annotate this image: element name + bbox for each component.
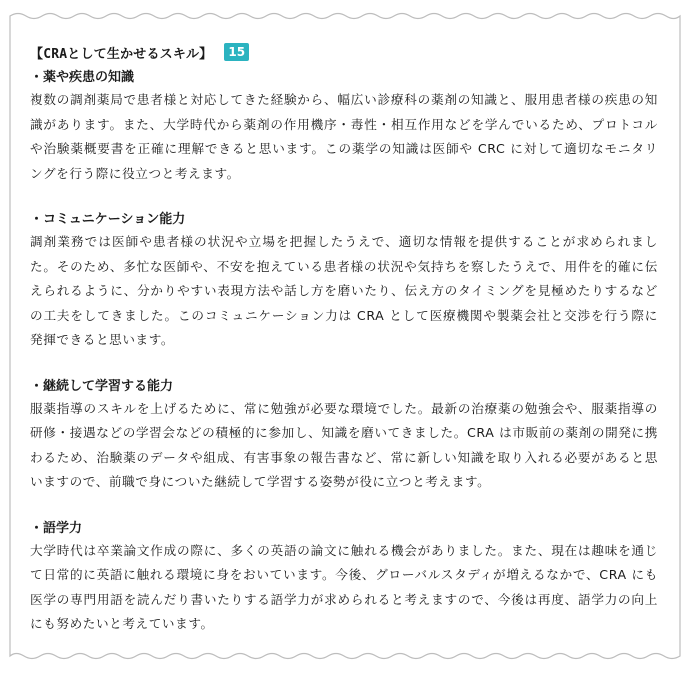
title-row: [30, 40, 658, 64]
document-title: 【CRAとして生かせるスキル】: [30, 46, 213, 62]
section-heading: ・コミュニケーション能力: [30, 212, 186, 227]
section-continuous-learning: [30, 377, 658, 495]
section-body: 複数の調剤薬局で患者様と対応してきた経験から、幅広い診療科の薬剤の知識と、服用患者様の疾患の知識があります。また、大学時代から薬剤の作用機序・毒性・相互作用などを学んでいるため、プロトコルや治験薬概要書を正確に理解できると思います。この薬学の知識は医師や CRC に対して適切なモニタリングを行う際に役立つと考えます。: [30, 92, 658, 181]
section-drug-knowledge: [30, 68, 658, 186]
section-heading: ・語学力: [30, 520, 83, 536]
section-heading: ・継続して学習する能力: [30, 378, 174, 394]
section-language: [30, 519, 658, 637]
document-content: [30, 40, 658, 661]
page-number-badge: 15: [224, 43, 249, 61]
section-communication: [30, 210, 658, 353]
section-body: 大学時代は卒業論文作成の際に、多くの英語の論文に触れる機会がありました。また、現在は趣味を通じて日常的に英語に触れる環境に身をおいています。今後、グローバルスタディが増えるなかで、CRA にも医学の専門用語を読んだり書いたりする語学力が求められると考えますので、今後は再度、語学力の向上にも努めたいと考えています。: [30, 542, 658, 631]
section-body: 服薬指導のスキルを上げるために、常に勉強が必要な環境でした。最新の治療薬の勉強会や、服薬指導の研修・接遇などの学習会などの積極的に参加し、知識を磨いてきました。CRA は市販前の薬剤の開発に携わるため、治験薬のデータや組成、有害事象の報告書など、常に新しい知識を取り入れる必要があると思いますので、前職で身についた継続して学習する姿勢が役に立つと考えます。: [30, 400, 658, 489]
section-body: 調剤業務では医師や患者様の状況や立場を把握したうえで、適切な情報を提供することが求められました。そのため、多忙な医師や、不安を抱えている患者様の状況や気持ちを察したうえで、用件を的確に伝えられるように、分かりやすい表現方法や話し方を磨いたり、伝え方のタイミングを見極めたりするなどの工夫をしてきました。このコミュニケーション力は CRA として医療機関や製薬会社と交渉を行う際に発揮できると思います。: [30, 234, 658, 347]
section-heading: ・薬や疾患の知識: [30, 70, 135, 85]
